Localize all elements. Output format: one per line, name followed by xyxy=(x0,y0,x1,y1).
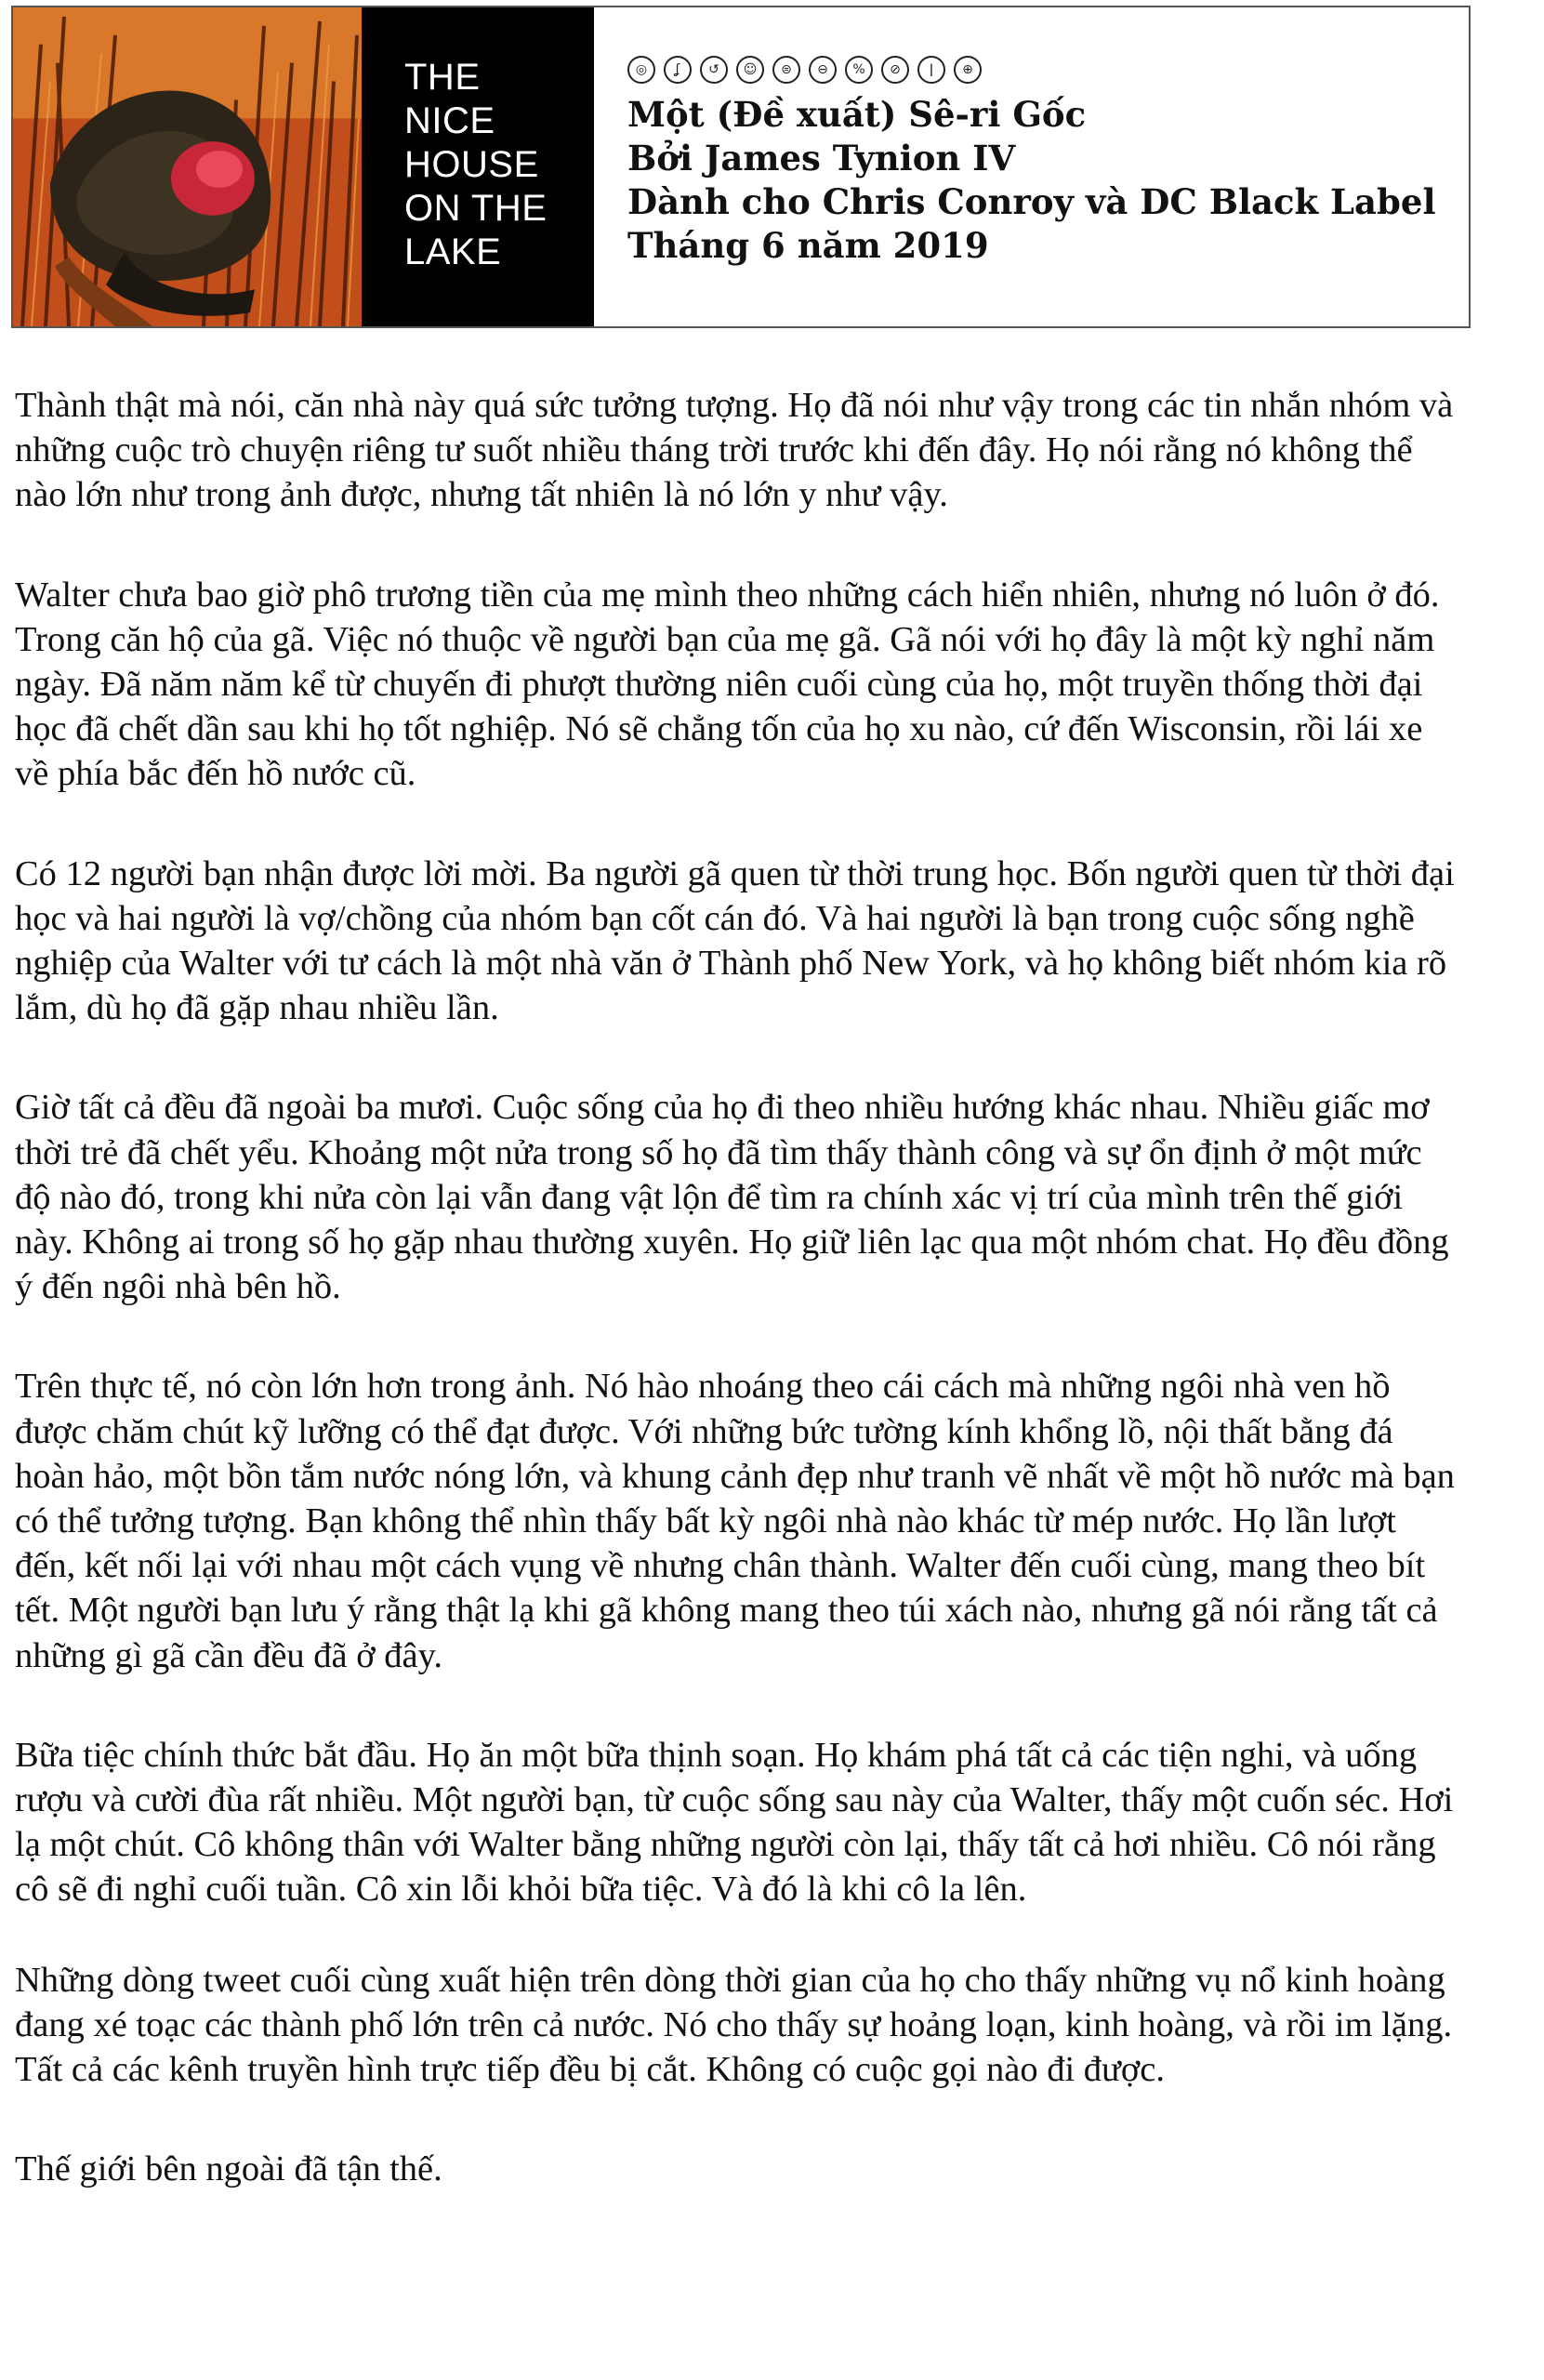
target-icon: ◎ xyxy=(627,56,655,84)
proposal-subtitle: Một (Đề xuất) Sê-ri Gốc xyxy=(627,94,1087,135)
paragraph: Thành thật mà nói, căn nhà này quá sức tưởng tượng. Họ đã nói như vậy trong các tin nhắn nhóm và những cuộc trò chuyện riêng tư suốt nhiều tháng trời trước khi đến đây. Họ nói rằng nó không thể nào lớn như trong ảnh được, nhưng tất nhiên là nó lớn y như vậy. xyxy=(15,386,1454,515)
title-line: NICE xyxy=(404,100,495,141)
author-line: Bởi James Tynion IV xyxy=(627,138,1016,178)
title-line: LAKE xyxy=(404,231,502,272)
paragraph: Có 12 người bạn nhận được lời mời. Ba người gã quen từ thời trung học. Bốn người quen từ thời đại học và hai người là vợ/chồng của nhóm bạn cốt cán đó. Và hai người là bạn trong cuộc sống nghề nghiệp của Walter với tư cách là một nhà văn ở Thành phố New York, và họ không biết nhóm kia rõ lắm, dù họ đã gặp nhau nhiều lần. xyxy=(15,853,1455,1028)
slash-circle-icon: ⊘ xyxy=(881,56,909,84)
smiley-icon: ☺ xyxy=(736,56,764,84)
story-text xyxy=(15,383,1465,2247)
title-line: THE xyxy=(404,57,481,98)
percent-icon: % xyxy=(845,56,873,84)
recipient-line: Dành cho Chris Conroy và DC Black Label xyxy=(627,181,1436,222)
closing-line: Thế giới bên ngoài đã tận thế. xyxy=(15,2149,442,2189)
title-line: ON THE xyxy=(404,188,548,229)
symbol-row xyxy=(627,56,1469,84)
paragraph: Bữa tiệc chính thức bắt đầu. Họ ăn một bữa thịnh soạn. Họ khám phá tất cả các tiện nghi, và uống rượu và cười đùa rất nhiều. Một người bạn, từ cuộc sống sau này của Walter, thấy một cuốn séc. Hơi lạ một chút. Cô không thân với Walter bằng những người còn lại, thấy tất cả hơi nhiều. Cô nói rằng cô sẽ đi nghỉ cuối tuần. Cô xin lỗi khỏi bữa tiệc. Và đó là khi cô la lên. xyxy=(15,1735,1454,1910)
spiral-icon: ↺ xyxy=(700,56,728,84)
title-line: HOUSE xyxy=(404,144,539,185)
paragraph: Walter chưa bao giờ phô trương tiền của mẹ mình theo những cách hiển nhiên, nhưng nó luôn ở đó. Trong căn hộ của gã. Việc nó thuộc về người bạn của mẹ gã. Gã nói với họ đây là một kỳ nghỉ năm ngày. Đã năm năm kể từ chuyến đi phượt thường niên cuối cùng của họ, một truyền thống thời đại học đã chết dần sau khi họ tốt nghiệp. Nó sẽ chẳng tốn của họ xu nào, cứ đến Wisconsin, rồi lái xe về phía bắc đến hồ nước cũ. xyxy=(15,575,1440,794)
paragraph: Trên thực tế, nó còn lớn hơn trong ảnh. Nó hào nhoáng theo cái cách mà những ngôi nhà ven hồ được chăm chút kỹ lưỡng có thể đạt được. Với những bức tường kính khổng lồ, nội thất bằng đá hoàn hảo, một bồn tắm nước nóng lớn, và khung cảnh đẹp như tranh vẽ nhất về một hồ nước mà bạn có thể tưởng tượng. Bạn không thể nhìn thấy bất kỳ ngôi nhà nào khác từ mép nước. Họ lần lượt đến, kết nối lại với nhau một cách vụng về nhưng chân thành. Walter đến cuối cùng, mang theo bít tết. Một người bạn lưu ý rằng thật lạ khi gã không mang theo túi xách nào, nhưng gã nói rằng tất cả những gì gã cần đều đã ở đây. xyxy=(15,1367,1455,1675)
plus-circle-icon: ⊕ xyxy=(954,56,982,84)
paragraph: Những dòng tweet cuối cùng xuất hiện trên dòng thời gian của họ cho thấy những vụ nổ kinh hoàng đang xé toạc các thành phố lớn trên cả nước. Nó cho thấy sự hoảng loạn, kinh hoàng, và rồi im lặng. Tất cả các kênh truyền hình trực tiếp đều bị cắt. Không có cuộc gọi nào đi được. xyxy=(15,1960,1453,2090)
series-title xyxy=(362,7,594,326)
cover-illustration xyxy=(13,7,362,326)
minus-circle-icon: ⊖ xyxy=(809,56,837,84)
hook-icon: ʆ xyxy=(664,56,692,84)
date-line: Tháng 6 năm 2019 xyxy=(627,225,989,266)
header-banner xyxy=(11,6,1471,328)
bar-icon: ǀ xyxy=(917,56,945,84)
proposal-info xyxy=(594,7,1469,326)
lines-icon: ⊜ xyxy=(772,56,800,84)
paragraph: Giờ tất cả đều đã ngoài ba mươi. Cuộc sống của họ đi theo nhiều hướng khác nhau. Nhiều giấc mơ thời trẻ đã chết yểu. Khoảng một nửa trong số họ đã tìm thấy thành công và sự ổn định ở một mức độ nào đó, trong khi nửa còn lại vẫn đang vật lộn để tìm ra chính xác vị trí của mình trên thế giới này. Không ai trong số họ gặp nhau thường xuyên. Họ giữ liên lạc qua một nhóm chat. Họ đều đồng ý đến ngôi nhà bên hồ. xyxy=(15,1088,1449,1307)
